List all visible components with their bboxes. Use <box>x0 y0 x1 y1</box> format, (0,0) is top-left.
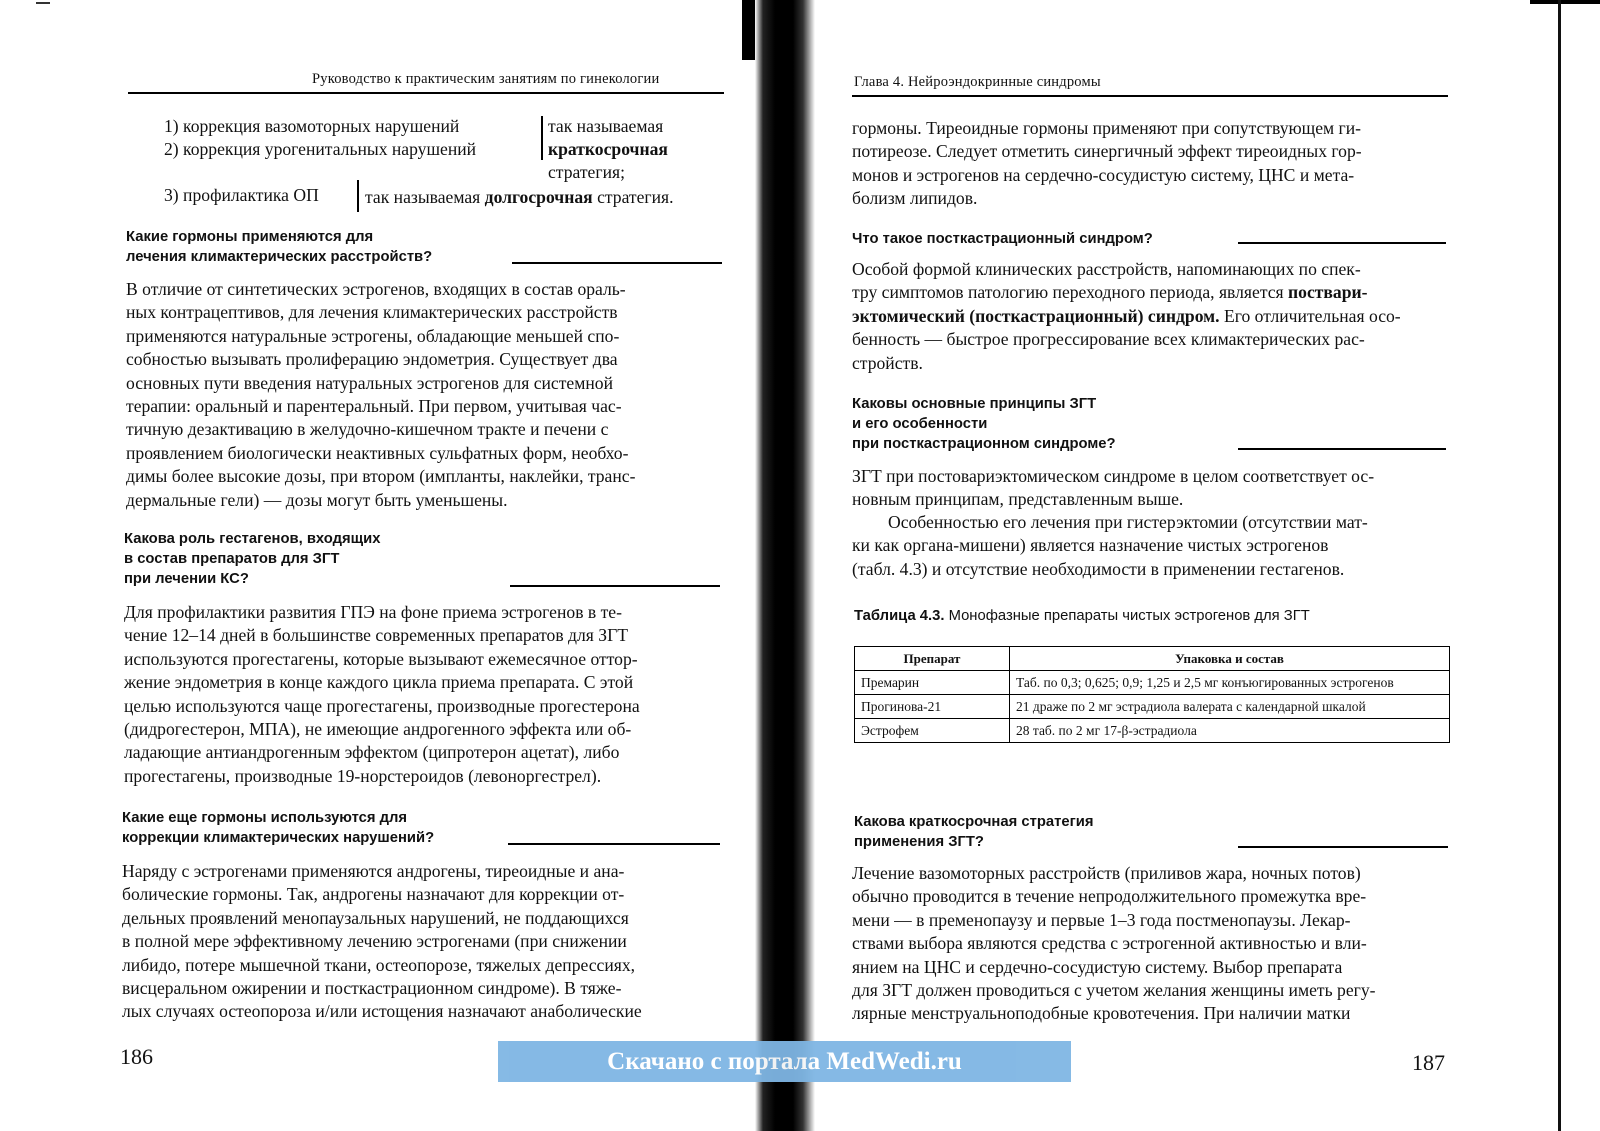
question-rule <box>512 262 722 264</box>
paragraph: Наряду с эстрогенами применяются андрогены, тиреоидные и ана- болические гормоны. Так, андрогены назначают для коррекции от- дельных проявлений менопаузальных нарушений, не поддающихся в полной мере эффективному лечению эстрогенами (при снижении либидо, потере мышечной ткани, остеопорозе, тяжелых депрессиях, висцеральном ожирении и посткастрационном синдроме). В тяже- лых случаях остеопороза и/или истощения назначают анаболические <box>122 861 642 1022</box>
paragraph: гормоны. Тиреоидные гормоны применяют при сопутствующем ги- потиреозе. Следует отметить синергичный эффект тиреоидных гор- монов и эстрогенов на сердечно-сосудистую систему, ЦНС и мета- болизм липидов. <box>852 118 1362 209</box>
table-cell: 28 таб. по 2 мг 17-β-эстрадиола <box>1010 719 1450 743</box>
running-head: Руководство к практическим занятиям по гинекологии <box>312 71 660 87</box>
running-head: Глава 4. Нейроэндокринные синдромы <box>854 74 1101 90</box>
table-cell: Таб. по 0,3; 0,625; 0,9; 1,25 и 2,5 мг конъюгированных эстрогенов <box>1010 671 1450 695</box>
question-rule <box>510 585 720 587</box>
paragraph: Лечение вазомоторных расстройств (приливов жара, ночных потов) обычно проводится в течение непродолжительного промежутка вре- мени — в пременопаузу и первые 1–3 года постменопаузы. Лекар- ствами выбора являются средства с эстрогенной активностью и вли- янием на ЦНС и сердечно-сосудистую систему. Выбор препарата для ЗГТ должен проводиться с учетом желания женщины иметь регу- лярные менструальноподобные кровотечения. При наличии матки <box>852 863 1376 1024</box>
table-row <box>855 671 1450 695</box>
right-page <box>790 0 1600 1131</box>
question-rule <box>1238 846 1448 848</box>
table-row <box>855 695 1450 719</box>
paragraph: Особой формой клинических расстройств, напоминающих по спек- тру симптомов патологию переходного периода, является поствари- эктомический (посткастрационный) синдром. Его отличительная осо- бенность — быстрое прогрессирование всех климактерических рас- стройств. <box>852 259 1401 373</box>
estrogen-table <box>854 646 1450 743</box>
brace-label-bold: краткосрочная <box>548 139 668 159</box>
table-cell: Прогинова-21 <box>855 695 1010 719</box>
table-row <box>855 719 1450 743</box>
table-cell: Премарин <box>855 671 1010 695</box>
question-rule <box>508 843 720 845</box>
column-header: Упаковка и состав <box>1010 647 1450 671</box>
question-rule <box>1238 448 1446 450</box>
header-rule <box>128 92 724 94</box>
list-item: 3) профилактика ОП <box>164 185 319 205</box>
brace-label: стратегия; <box>548 162 625 182</box>
table-caption: Таблица 4.3. Монофазные препараты чистых эстрогенов для ЗГТ <box>854 608 1310 624</box>
question-rule <box>1238 242 1446 244</box>
list-item: 2) коррекция урогенитальных нарушений <box>164 139 477 159</box>
section-question: Какова роль гестагенов, входящих в состав препаратов для ЗГТ при лечении КС? <box>124 531 381 587</box>
section-question: Какова краткосрочная стратегия применения ЗГТ? <box>854 814 1094 850</box>
section-question: Какие гормоны применяются для лечения климактерических раcстройств? <box>126 229 433 265</box>
table-header-row <box>855 647 1450 671</box>
section-question: Что такое посткастрационный синдром? <box>852 231 1153 247</box>
header-rule <box>852 95 1448 97</box>
brace-label: так называемая <box>548 116 664 136</box>
paragraph: Особенностью его лечения при гистерэктомии (отсутствии мат- ки как органа-мишени) является назначение чистых эстрогенов (табл. 4.3) и отсутствие необходимости в применении гестагенов. <box>852 512 1368 579</box>
brace-bar <box>357 180 359 212</box>
table-cell: Эстрофем <box>855 719 1010 743</box>
column-header: Препарат <box>855 647 1010 671</box>
list-item: 1) коррекция вазомоторных нарушений <box>164 116 460 136</box>
section-question: Каковы основные принципы ЗГТ и его особенности при посткастрационном синдроме? <box>852 396 1116 452</box>
paragraph: В отличие от синтетических эстрогенов, входящих в состав ораль- ных контрацептивов, для лечения климактерических расстройств применяются натуральные эстрогены, обладающие меньшей спо- собностью вызывать пролиферацию эндометрия. Существует два основных пути введения натуральных эстрогенов для системной терапии: оральный и парентеральный. При первом, учитывая час- тичную дезактивацию в желудочно-кишечном тракте и печени с проявлением биологически неактивных сульфатных форм, необхо- димы более высокие дозы, при втором (импланты, наклейки, транс- дермальные гели) — дозы могут быть уменьшены. <box>126 279 636 510</box>
table-cell: 21 драже по 2 мг эстрадиола валерата с календарной шкалой <box>1010 695 1450 719</box>
watermark-banner: Скачано с портала MedWedi.ru <box>498 1041 1071 1082</box>
section-question: Какие еще гормоны используются для коррекции климактерических нарушений? <box>122 810 435 846</box>
paragraph: ЗГТ при постовариэктомическом синдроме в целом соответствует ос- новным принципам, представленным выше. <box>852 466 1375 510</box>
page-number: 187 <box>1412 1050 1445 1075</box>
brace-bar <box>541 116 543 160</box>
brace-label: так называемая долгосрочная стратегия. <box>365 187 674 207</box>
page-number: 186 <box>120 1044 153 1069</box>
paragraph: Для профилактики развития ГПЭ на фоне приема эстрогенов в те- чение 12–14 дней в большинстве современных препаратов для ЗГТ используются прогестагены, которые вызывают ежемесячное оттор- жение эндометрия в конце каждого цикла приема препарата. С этой целью используются чаще прогестагены, производные прогестерона (дидрогестерон, МПА), не имеющие андрогенного эффекта или об- ладающие антиандрогенным эффектом (ципротерон ацетат), либо прогестагены, производные 19-норстероидов (левоноргестрел). <box>124 602 640 786</box>
left-page <box>0 0 760 1131</box>
